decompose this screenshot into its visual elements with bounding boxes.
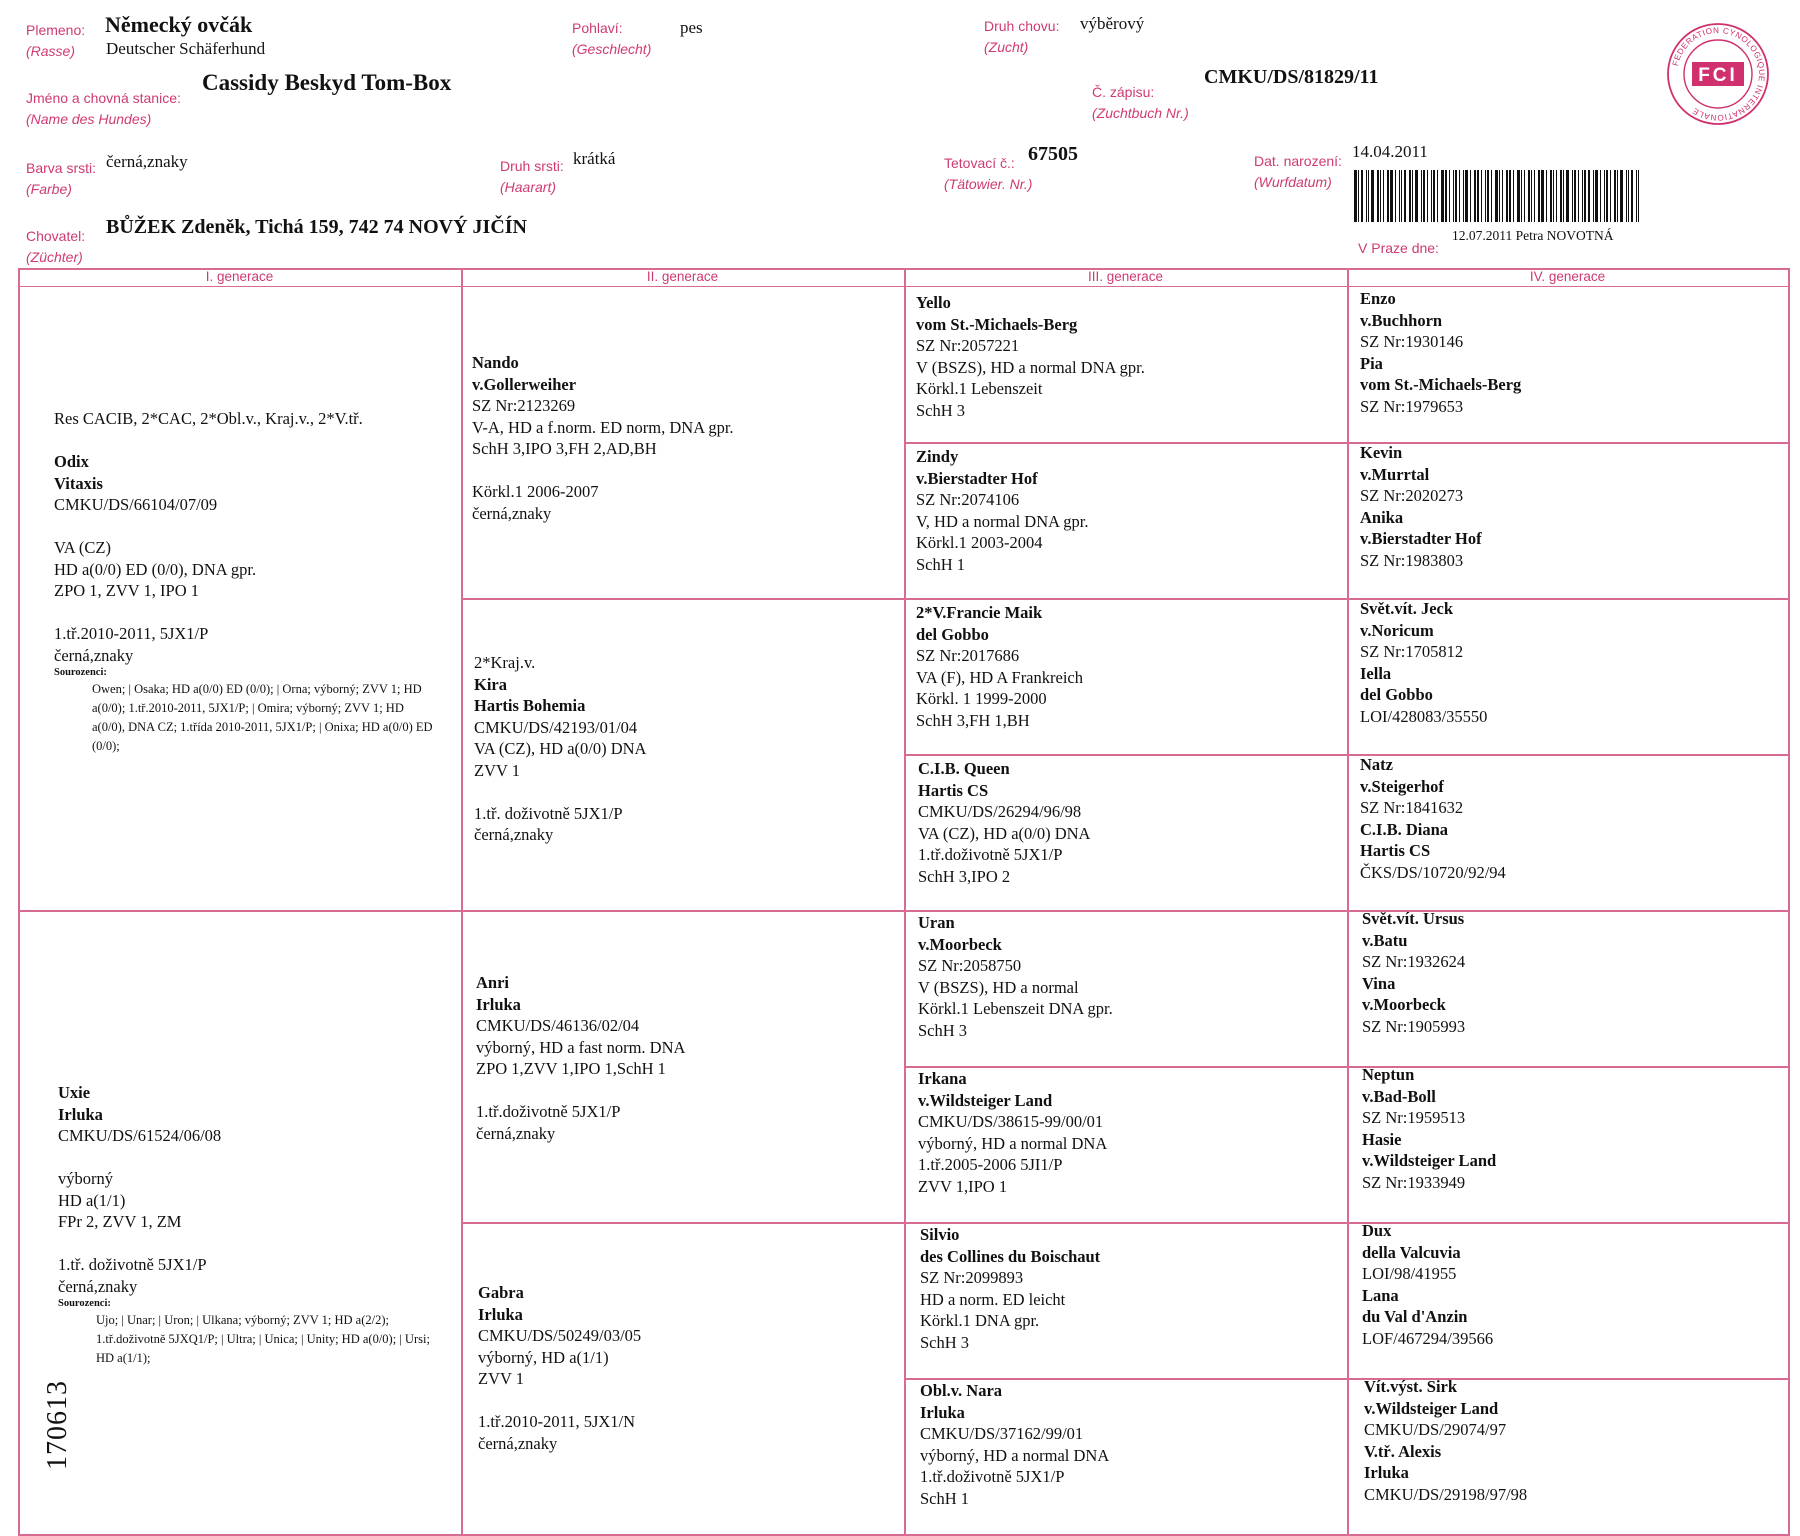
generation-header-2: II. generace (646, 269, 719, 284)
ancestor-name: C.I.B. Queen (918, 759, 1010, 778)
color-label: Barva srsti: (Farbe) (26, 160, 97, 197)
grid-column-border (904, 268, 906, 1536)
ancestor-detail: V, HD a normal DNA gpr. (916, 511, 1089, 531)
ancestor-kennel: du Val d'Anzin (1362, 1307, 1468, 1326)
gen4-cell-7 (1362, 1220, 1493, 1349)
barcode-bar (1354, 170, 1357, 222)
dam-detail: výborný (58, 1169, 113, 1188)
ancestor-detail: VA (CZ), HD a(0/0) DNA (918, 823, 1091, 843)
ancestor-detail: VA (F), HD A Frankreich (916, 667, 1083, 687)
issued-label: V Praze dne: (1358, 240, 1439, 256)
ancestor-detail: výborný, HD a normal DNA (918, 1133, 1108, 1153)
ancestor-kennel: v.Moorbeck (1362, 995, 1446, 1014)
tattoo-value: 67505 (1028, 143, 1078, 165)
ancestor-kennel: v.Batu (1362, 930, 1408, 950)
dam-siblings: Ujo; | Unar; | Uron; | Ulkana; výborný; ZVV 1; HD a(2/2); 1.tř.doživotně 5JXQ1/P; | Ultra; | Unica; | Unity; HD a(0/0); | Ursi; HD a(1/1); (96, 1313, 430, 1365)
ancestor-detail: SchH 1 (920, 1488, 970, 1508)
ancestor-name: Anri (476, 973, 509, 992)
dam-name: Uxie (58, 1083, 91, 1102)
barcode-bar (1470, 170, 1471, 222)
barcode-bar (1395, 170, 1396, 222)
ancestor-detail: SZ Nr:2017686 (916, 646, 1020, 665)
barcode-bar (1433, 170, 1435, 222)
ancestor-name: Dux (1362, 1221, 1392, 1240)
ancestor-kennel: v.Wildsteiger Land (1364, 1398, 1499, 1418)
sire-cell (54, 408, 454, 756)
ancestor-name: Vít.výst. Sirk (1364, 1377, 1458, 1396)
grid-row-border (904, 442, 1347, 444)
barcode-bar (1541, 170, 1544, 222)
gen4-cell-3 (1360, 598, 1487, 727)
barcode-bar (1437, 170, 1438, 222)
barcode-bar (1427, 170, 1428, 222)
barcode-bar (1531, 170, 1532, 222)
dam-cell (58, 1082, 458, 1368)
barcode-bar (1574, 170, 1576, 222)
ancestor-reg: SZ Nr:1705812 (1360, 642, 1464, 661)
ancestor-kennel: del Gobbo (916, 624, 989, 644)
grid-column-border (461, 268, 463, 1536)
sire-siblings: Owen; | Osaka; HD a(0/0) ED (0/0); | Orna; výborný; ZVV 1; HD a(0/0); 1.tř.2010-2011, 5JX1/P; | Omira; výborný; ZVV 1; HD a(0/0), DNA CZ; 1.třída 2010-2011, 5JX1/P; | Onixa; HD a(0/0) ED (0/0); (92, 682, 433, 753)
barcode-bar (1368, 170, 1369, 222)
ancestor-name: Iella (1360, 663, 1392, 683)
ancestor-name: Hasie (1362, 1129, 1402, 1149)
ancestor-detail: SZ Nr:2058750 (918, 956, 1022, 975)
ancestor-detail: SchH 1 (916, 554, 966, 574)
ancestor-kennel: v.Murrtal (1360, 464, 1430, 484)
ancestor-reg: SZ Nr:1979653 (1360, 396, 1464, 416)
ancestor-reg: SZ Nr:2020273 (1360, 486, 1464, 505)
barcode-bar (1485, 170, 1486, 222)
gen3-cell-6 (918, 1068, 1107, 1197)
barcode-bar (1636, 170, 1637, 222)
gen3-cell-3 (916, 602, 1083, 731)
ancestor-detail: SZ Nr:2057221 (916, 336, 1020, 355)
barcode-bar (1495, 170, 1498, 222)
ancestor-detail: SchH 3,FH 1,BH (916, 710, 1030, 730)
generation-header-3: III. generace (1087, 269, 1164, 284)
barcode-bar (1383, 170, 1384, 222)
barcode-bar (1358, 170, 1359, 222)
fci-logo (1666, 22, 1770, 126)
ancestor-detail: V (BSZS), HD a normal (918, 977, 1079, 997)
ancestor-name: Gabra (478, 1283, 524, 1302)
ancestor-kennel: Hartis CS (1360, 841, 1431, 860)
gen3-cell-4 (918, 758, 1090, 887)
barcode-bar (1546, 170, 1547, 222)
ancestor-name: Svět.vít. Ursus (1362, 909, 1465, 928)
gen3-cell-2 (916, 446, 1088, 575)
ancestor-detail: V (BSZS), HD a normal DNA gpr. (916, 357, 1145, 377)
ancestor-detail: ZVV 1 (474, 760, 520, 780)
barcode-bar (1556, 170, 1557, 222)
ancestor-name: Kevin (1360, 443, 1403, 462)
ancestor-kennel: v.Moorbeck (918, 934, 1002, 954)
ancestor-kennel: v.Steigerhof (1360, 776, 1444, 796)
barcode-bar (1401, 170, 1402, 222)
ancestor-name: Vina (1362, 973, 1396, 993)
ancestor-name: Yello (916, 293, 951, 312)
barcode-bar (1431, 170, 1432, 222)
ancestor-reg: CMKU/DS/29074/97 (1364, 1420, 1507, 1439)
barcode-bar (1463, 170, 1464, 222)
ancestor-detail: ZVV 1 (478, 1369, 524, 1388)
barcode (1354, 170, 1674, 222)
barcode-bar (1604, 170, 1605, 222)
ancestor-name: Neptun (1362, 1065, 1415, 1084)
ancestor-kennel: v.Gollerweiher (472, 374, 577, 394)
barcode-bar (1380, 170, 1381, 222)
ancestor-name: Silvio (920, 1225, 960, 1244)
barcode-bar (1387, 170, 1389, 222)
ancestor-reg: SZ Nr:1983803 (1360, 550, 1464, 570)
grid-row-border (904, 598, 1347, 600)
ancestor-detail: SZ Nr:2074106 (916, 490, 1020, 509)
ancestor-titles: 2*Kraj.v. (474, 653, 536, 672)
ancestor-name: Natz (1360, 755, 1393, 774)
ancestor-detail: SchH 3 (916, 400, 966, 420)
barcode-bar (1453, 170, 1454, 222)
sire-kennel: Vitaxis (54, 473, 103, 493)
ancestor-name: Lana (1362, 1285, 1399, 1305)
gen4-cell-6 (1362, 1064, 1496, 1193)
ancestor-detail: CMKU/DS/37162/99/01 (920, 1424, 1084, 1443)
ancestor-detail: CMKU/DS/38615-99/00/01 (918, 1112, 1104, 1131)
ancestor-detail: SchH 3,IPO 2 (918, 866, 1011, 886)
ancestor-kennel: v.Bierstadter Hof (1360, 529, 1482, 548)
ancestor-detail: 1.tř.2005-2006 5JI1/P (918, 1155, 1063, 1174)
barcode-bar (1563, 170, 1564, 222)
ancestor-reg: SZ Nr:1841632 (1360, 798, 1464, 817)
ancestor-detail: V-A, HD a f.norm. ED norm, DNA gpr. (472, 417, 734, 437)
ancestor-reg: SZ Nr:1932624 (1362, 952, 1466, 971)
ancestor-name: Nando (472, 353, 519, 372)
ancestor-detail: CMKU/DS/42193/01/04 (474, 717, 638, 737)
ancestor-reg: LOI/98/41955 (1362, 1264, 1457, 1283)
grid-column-border (18, 268, 20, 1536)
grid-row-border (904, 754, 1347, 756)
ancestor-name: Zindy (916, 447, 959, 466)
ancestor-kennel: des Collines du Boischaut (920, 1246, 1101, 1266)
barcode-bar (1477, 170, 1479, 222)
breeder-label: Chovatel: (Züchter) (26, 228, 86, 265)
breeding-type-label: Druh chovu: (Zucht) (984, 18, 1060, 55)
color-value: černá,znaky (106, 152, 188, 171)
sire-detail: černá,znaky (54, 645, 134, 665)
ancestor-detail: černá,znaky (472, 503, 552, 523)
barcode-bar (1502, 170, 1503, 222)
generation-header-1: I. generace (205, 269, 274, 284)
sire-name: Odix (54, 452, 89, 471)
barcode-bar (1620, 170, 1623, 222)
barcode-bar (1521, 170, 1522, 222)
ancestor-detail: CMKU/DS/46136/02/04 (476, 1016, 640, 1035)
grid-row-border (461, 1222, 904, 1224)
barcode-bar (1631, 170, 1633, 222)
ancestor-detail: SZ Nr:2123269 (472, 396, 576, 415)
barcode-bar (1606, 170, 1608, 222)
ancestor-reg: CMKU/DS/29198/97/98 (1364, 1484, 1528, 1504)
sex-label: Pohlaví: (Geschlecht) (572, 20, 652, 57)
gen4-cell-4 (1360, 754, 1506, 883)
ancestor-kennel: Irluka (478, 1304, 523, 1324)
barcode-bar (1499, 170, 1500, 222)
gen4-cell-5 (1362, 908, 1465, 1037)
grid-row-border (18, 910, 461, 912)
ancestor-detail: výborný, HD a(1/1) (478, 1347, 609, 1367)
ancestor-kennel: vom St.-Michaels-Berg (916, 314, 1078, 334)
barcode-bar (1582, 170, 1583, 222)
barcode-bar (1610, 170, 1611, 222)
ancestor-name: Uran (918, 913, 955, 932)
barcode-bar (1412, 170, 1413, 222)
barcode-bar (1553, 170, 1554, 222)
barcode-bar (1528, 170, 1530, 222)
ancestor-kennel: Hartis Bohemia (474, 696, 586, 715)
studbook-label: Č. zápisu: (Zuchtbuch Nr.) (1092, 84, 1189, 121)
barcode-bar (1628, 170, 1629, 222)
barcode-bar (1481, 170, 1482, 222)
ancestor-reg: SZ Nr:1933949 (1362, 1172, 1466, 1192)
ancestor-detail: černá,znaky (478, 1433, 558, 1453)
barcode-bar (1361, 170, 1363, 222)
sire-detail: VA (CZ) (54, 538, 111, 557)
barcode-bar (1517, 170, 1520, 222)
barcode-bar (1578, 170, 1579, 222)
ancestor-reg: LOI/428083/35550 (1360, 706, 1488, 726)
barcode-bar (1617, 170, 1618, 222)
barcode-bar (1474, 170, 1476, 222)
ancestor-detail: Körkl.1 Lebenszeit (916, 379, 1043, 398)
ancestor-detail: SchH 3 (918, 1020, 968, 1040)
ancestor-detail: SZ Nr:2099893 (920, 1268, 1024, 1287)
barcode-bar (1366, 170, 1367, 222)
dam-detail: CMKU/DS/61524/06/08 (58, 1126, 222, 1145)
barcode-bar (1421, 170, 1422, 222)
ancestor-name: Enzo (1360, 289, 1396, 308)
barcode-bar (1441, 170, 1444, 222)
generation-header-4: IV. generace (1529, 269, 1606, 284)
ancestor-kennel: v.Wildsteiger Land (1362, 1151, 1497, 1170)
gen2-cell-2 (474, 652, 646, 846)
birth-date-value: 14.04.2011 (1352, 142, 1428, 161)
ancestor-detail: 1.tř. doživotně 5JX1/P (474, 803, 623, 823)
ancestor-name: Irkana (918, 1069, 967, 1088)
breeding-type-value: výběrový (1080, 14, 1145, 33)
breed-value-cz: Německý ovčák (105, 12, 253, 37)
barcode-bar (1459, 170, 1460, 222)
ancestor-detail: Körkl. 1 1999-2000 (916, 689, 1047, 708)
ancestor-name: Pia (1360, 353, 1383, 373)
barcode-bar (1445, 170, 1447, 222)
grid-row-border (461, 910, 904, 912)
barcode-bar (1593, 170, 1594, 222)
ancestor-kennel: Irluka (1364, 1463, 1409, 1482)
gen2-cell-3 (476, 972, 685, 1144)
ancestor-name: Svět.vít. Jeck (1360, 599, 1454, 618)
dog-name-label: Jméno a chovná stanice: (Name des Hundes) (26, 90, 181, 127)
ancestor-detail: VA (CZ), HD a(0/0) DNA (474, 739, 647, 758)
coat-label: Druh srsti: (Haarart) (500, 158, 564, 195)
ancestor-detail: ZPO 1,ZVV 1,IPO 1,SchH 1 (476, 1059, 666, 1078)
ancestor-detail: 1.tř.doživotně 5JX1/P (920, 1467, 1065, 1486)
dam-siblings-title: Sourozenci: (58, 1298, 111, 1309)
fci-logo-text: FCI (1698, 65, 1738, 86)
coat-value: krátká (573, 149, 616, 168)
grid-header-border (18, 286, 1788, 287)
ancestor-detail: výborný, HD a normal DNA (920, 1445, 1110, 1465)
ancestor-name: Obl.v. Nara (920, 1381, 1003, 1400)
ancestor-detail: 1.tř.2010-2011, 5JX1/N (478, 1412, 636, 1431)
ancestor-reg: SZ Nr:1905993 (1362, 1016, 1466, 1036)
sex-value: pes (680, 18, 703, 37)
barcode-bar (1538, 170, 1540, 222)
studbook-value: CMKU/DS/81829/11 (1204, 66, 1379, 88)
barcode-bar (1614, 170, 1616, 222)
barcode-bar (1399, 170, 1400, 222)
gen4-cell-8 (1364, 1376, 1527, 1505)
barcode-bar (1371, 170, 1374, 222)
ancestor-detail: výborný, HD a fast norm. DNA (476, 1037, 686, 1057)
gen4-cell-2 (1360, 442, 1482, 571)
sire-detail: 1.tř.2010-2011, 5JX1/P (54, 624, 209, 643)
fci-ring-text: FEDERATION CYNOLOGIQUE INTERNATIONALE (1670, 25, 1767, 123)
barcode-bar (1572, 170, 1573, 222)
ancestor-name: Anika (1360, 507, 1404, 527)
ancestor-name: 2*V.Francie Maik (916, 603, 1043, 622)
gen2-cell-4 (478, 1282, 641, 1454)
sire-detail: HD a(0/0) ED (0/0), DNA gpr. (54, 559, 257, 579)
barcode-bar (1566, 170, 1569, 222)
barcode-bar (1584, 170, 1586, 222)
gen3-cell-1 (916, 292, 1145, 421)
barcode-bar (1550, 170, 1552, 222)
ancestor-kennel: del Gobbo (1360, 685, 1433, 704)
ancestor-reg: SZ Nr:1959513 (1362, 1108, 1466, 1127)
barcode-bar (1404, 170, 1406, 222)
grid-column-border (1347, 268, 1349, 1536)
ancestor-detail: Körkl.1 Lebenszeit DNA gpr. (918, 999, 1113, 1018)
barcode-bar (1377, 170, 1379, 222)
ancestor-detail: Körkl.1 2006-2007 (472, 482, 599, 501)
dam-detail: FPr 2, ZVV 1, ZM (58, 1212, 182, 1231)
barcode-bar (1638, 170, 1639, 222)
dam-detail: HD a(1/1) (58, 1190, 126, 1210)
ancestor-kennel: v.Bierstadter Hof (916, 468, 1038, 488)
barcode-bar (1465, 170, 1468, 222)
ancestor-detail: černá,znaky (476, 1123, 556, 1143)
barcode-bar (1409, 170, 1411, 222)
barcode-bar (1506, 170, 1508, 222)
birth-date-label: Dat. narození: (Wurfdatum) (1254, 153, 1342, 190)
barcode-bar (1487, 170, 1489, 222)
barcode-bar (1534, 170, 1535, 222)
ancestor-reg: ČKS/DS/10720/92/94 (1360, 862, 1506, 882)
breeder-value: BŮŽEK Zdeněk, Tichá 159, 742 74 NOVÝ JIČÍN (106, 216, 527, 238)
barcode-bar (1626, 170, 1627, 222)
dam-detail: černá,znaky (58, 1276, 138, 1296)
grid-row-border (461, 598, 904, 600)
barcode-bar (1423, 170, 1425, 222)
ancestor-name: Kira (474, 674, 507, 694)
gen3-cell-5 (918, 912, 1113, 1041)
ancestor-kennel: vom St.-Michaels-Berg (1360, 375, 1522, 394)
sire-titles: Res CACIB, 2*CAC, 2*Obl.v., Kraj.v., 2*V.tř. (54, 409, 363, 428)
barcode-bar (1415, 170, 1418, 222)
registration-number: 170613 (42, 1380, 73, 1470)
ancestor-detail: 1.tř.doživotně 5JX1/P (918, 845, 1063, 864)
dam-kennel: Irluka (58, 1104, 103, 1124)
ancestor-kennel: v.Buchhorn (1360, 310, 1443, 330)
grid-column-border (1788, 268, 1790, 1536)
ancestor-detail: HD a norm. ED leicht (920, 1289, 1066, 1309)
sire-detail: CMKU/DS/66104/07/09 (54, 495, 218, 514)
gen4-cell-1 (1360, 288, 1521, 417)
ancestor-kennel: Hartis CS (918, 780, 989, 800)
barcode-bar (1455, 170, 1457, 222)
ancestor-detail: CMKU/DS/26294/96/98 (918, 802, 1082, 821)
breed-label: Plemeno: (Rasse) (26, 22, 86, 59)
gen2-cell-1 (472, 352, 734, 524)
ancestor-detail: černá,znaky (474, 825, 554, 844)
ancestor-name: V.tř. Alexis (1364, 1441, 1442, 1461)
barcode-bar (1560, 170, 1562, 222)
gen3-cell-8 (920, 1380, 1109, 1509)
ancestor-detail: 1.tř.doživotně 5JX1/P (476, 1102, 621, 1121)
barcode-bar (1588, 170, 1590, 222)
barcode-bar (1449, 170, 1450, 222)
ancestor-kennel: v.Noricum (1360, 620, 1434, 640)
ancestor-kennel: Irluka (476, 994, 521, 1014)
dog-name-value: Cassidy Beskyd Tom-Box (202, 70, 452, 95)
breed-value-de: Deutscher Schäferhund (106, 39, 266, 58)
ancestor-kennel: della Valcuvia (1362, 1242, 1461, 1262)
gen3-cell-7 (920, 1224, 1100, 1353)
ancestor-reg: LOF/467294/39566 (1362, 1328, 1494, 1348)
ancestor-kennel: Irluka (920, 1402, 965, 1422)
barcode-bar (1491, 170, 1492, 222)
ancestor-detail: CMKU/DS/50249/03/05 (478, 1326, 642, 1345)
barcode-bar (1600, 170, 1601, 222)
ancestor-detail: ZVV 1,IPO 1 (918, 1176, 1008, 1196)
barcode-bar (1390, 170, 1393, 222)
barcode-bar (1524, 170, 1525, 222)
ancestor-reg: SZ Nr:1930146 (1360, 332, 1464, 351)
dam-detail: 1.tř. doživotně 5JX1/P (58, 1255, 207, 1274)
sire-siblings-title: Sourozenci: (54, 667, 107, 678)
barcode-bar (1509, 170, 1511, 222)
ancestor-detail: SchH 3,IPO 3,FH 2,AD,BH (472, 439, 657, 458)
sire-detail: ZPO 1, ZVV 1, IPO 1 (54, 581, 199, 600)
issued-value: 12.07.2011 Petra NOVOTNÁ (1452, 228, 1614, 243)
ancestor-kennel: v.Bad-Boll (1362, 1086, 1436, 1106)
barcode-bar (1595, 170, 1598, 222)
ancestor-detail: Körkl.1 DNA gpr. (920, 1311, 1040, 1330)
tattoo-label: Tetovací č.: (Tätowier. Nr.) (944, 155, 1033, 192)
ancestor-detail: Körkl.1 2003-2004 (916, 533, 1043, 552)
barcode-bar (1513, 170, 1514, 222)
ancestor-name: C.I.B. Diana (1360, 819, 1449, 839)
ancestor-kennel: v.Wildsteiger Land (918, 1090, 1053, 1110)
ancestor-detail: SchH 3 (920, 1332, 970, 1352)
